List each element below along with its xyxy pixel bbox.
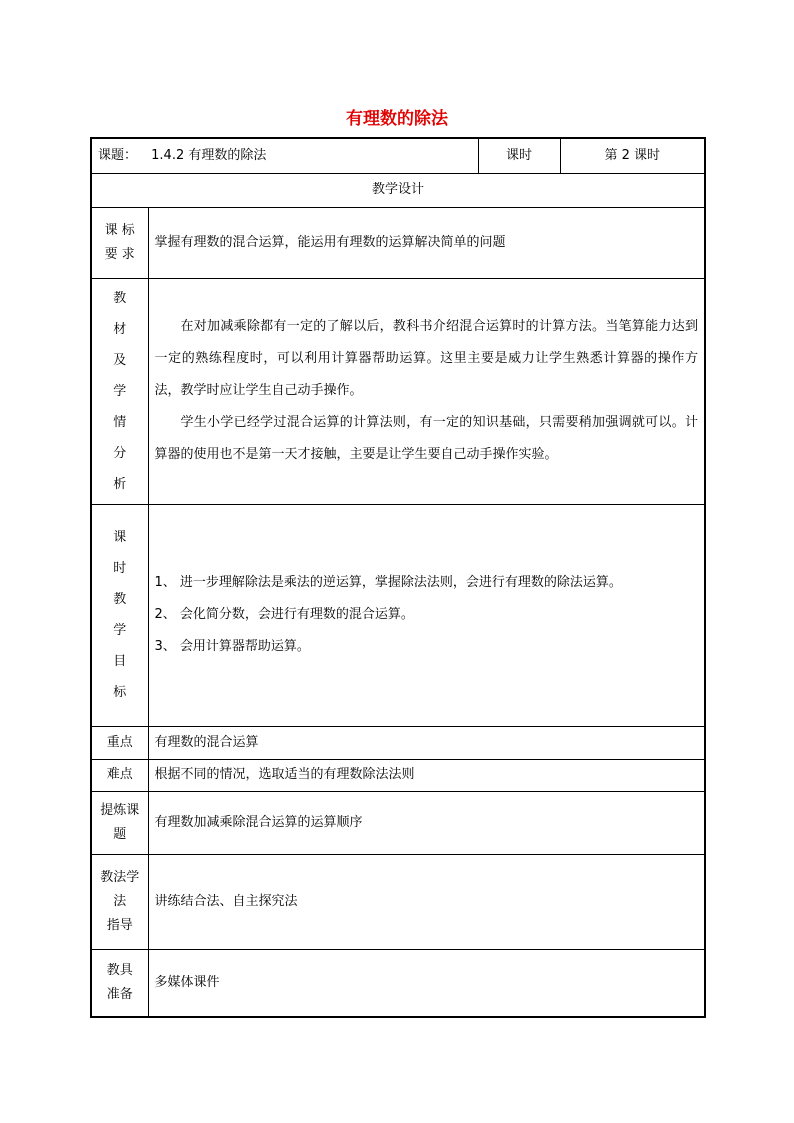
objectives-label-char: 标: [113, 685, 127, 700]
curriculum-row: [91, 207, 705, 278]
methods-content: 讲练结合法、自主探究法: [148, 854, 705, 949]
difficulty-label: 难点: [91, 759, 148, 791]
header-row: [91, 138, 705, 173]
refined-topic-content: 有理数加减乘除混合运算的运算顺序: [148, 791, 705, 854]
objectives-label: [91, 504, 148, 726]
analysis-paragraph: 学生小学已经学过混合运算的计算法则，有一定的知识基础，只需要稍加强调就可以。计算器的使用也不是第一天才接触，主要是让学生要自己动手操作实验。: [154, 415, 698, 462]
curriculum-content: 掌握有理数的混合运算，能运用有理数的运算解决简单的问题: [148, 207, 705, 278]
period-value: 第 2 课时: [560, 138, 705, 173]
analysis-label: [91, 278, 148, 504]
lesson-plan-table: [90, 137, 706, 1018]
methods-label-line: 指导: [106, 917, 133, 933]
objectives-label-char: 课: [113, 530, 127, 545]
curriculum-label-line1: 课 标: [104, 222, 135, 238]
refined-topic-label-line2: 题: [113, 826, 127, 842]
key-point-content: 有理数的混合运算: [148, 726, 705, 759]
objectives-label-char: 学: [113, 623, 127, 638]
document-title: 有理数的除法: [346, 109, 448, 129]
analysis-row: [91, 278, 705, 504]
objective-item: 2、 会化简分数，会进行有理数的混合运算。: [154, 607, 414, 622]
methods-row: [91, 854, 705, 949]
analysis-label-char: 学: [113, 383, 127, 399]
objectives-row: [91, 504, 705, 726]
difficulty-content: 根据不同的情况，选取适当的有理数除法法则: [148, 759, 705, 791]
methods-label: [91, 854, 148, 949]
key-point-label: 重点: [91, 726, 148, 759]
difficulty-row: [91, 759, 705, 791]
analysis-label-char: 析: [113, 476, 127, 492]
refined-topic-label-line1: 提炼课: [100, 802, 140, 818]
objective-item: 1、 进一步理解除法是乘法的逆运算，掌握除法法则，会进行有理数的除法运算。: [154, 575, 622, 590]
methods-label-line: 法: [113, 893, 127, 909]
objectives-content: [148, 504, 705, 726]
materials-content: 多媒体课件: [148, 949, 705, 1017]
design-heading-row: [91, 173, 705, 207]
topic-cell: [91, 138, 478, 173]
analysis-paragraph: 在对加减乘除都有一定的了解以后，教科书介绍混合运算时的计算方法。当笔算能力达到一定的熟练程度时，可以利用计算器帮助运算。这里主要是威力让学生熟悉计算器的操作方法，教学时应让学生自己动手操作。: [154, 319, 698, 398]
materials-label-line2: 准备: [106, 986, 133, 1002]
key-point-row: [91, 726, 705, 759]
materials-label: [91, 949, 148, 1017]
objectives-label-char: 时: [113, 561, 127, 576]
analysis-label-char: 分: [113, 445, 127, 461]
analysis-label-char: 材: [113, 321, 127, 337]
curriculum-label-line2: 要 求: [104, 246, 135, 262]
analysis-label-char: 情: [113, 414, 127, 430]
materials-row: [91, 949, 705, 1017]
design-heading: 教学设计: [91, 173, 705, 207]
methods-label-line: 教法学: [100, 869, 140, 885]
objectives-label-char: 目: [113, 654, 127, 669]
materials-label-line1: 教具: [106, 962, 133, 978]
analysis-label-char: 教: [113, 290, 127, 306]
objectives-label-char: 教: [113, 592, 127, 607]
analysis-content: [148, 278, 705, 504]
objective-item: 3、 会用计算器帮助运算。: [154, 639, 310, 654]
refined-topic-row: [91, 791, 705, 854]
topic-label: 课题：: [98, 148, 138, 163]
period-label: 课时: [478, 138, 560, 173]
analysis-label-char: 及: [113, 352, 127, 368]
refined-topic-label: [91, 791, 148, 854]
topic-value: 1.4.2 有理数的除法: [151, 148, 267, 163]
curriculum-label: [91, 207, 148, 278]
